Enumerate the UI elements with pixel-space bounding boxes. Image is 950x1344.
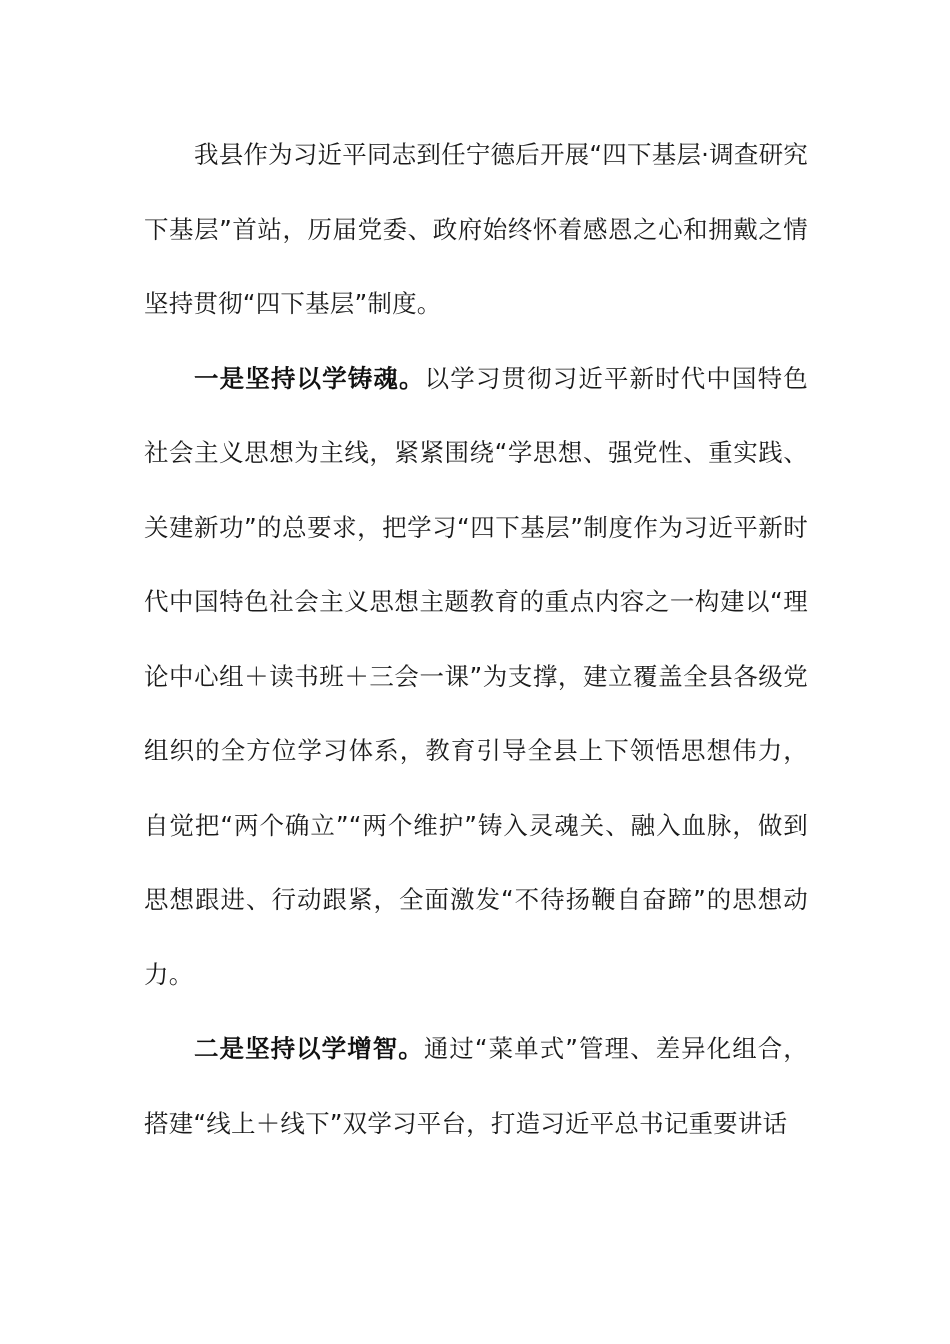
document-body: [144, 118, 808, 1161]
paragraph-intro: [144, 118, 808, 342]
paragraph-point-one-text: 以学习贯彻习近平新时代中国特色社会主义思想为主线，紧紧围绕“学思想、强党性、重实践、关建新功”的总要求，把学习“四下基层”制度作为习近平新时代中国特色社会主义思想主题教育的重点内容之一构建以“理论中心组＋读书班＋三会一课”为支撑，建立覆盖全县各级党组织的全方位学习体系，教育引导全县上下领悟思想伟力，自觉把“两个确立”“两个维护”铸入灵魂关、融入血脉，做到思想跟进、行动跟紧，全面激发“不待扬鞭自奋蹄”的思想动力。: [144, 363, 808, 989]
paragraph-point-two: [144, 1012, 808, 1161]
paragraph-point-one-heading: 一是坚持以学铸魂。: [194, 363, 425, 393]
paragraph-point-one: [144, 342, 808, 1013]
paragraph-point-two-heading: 二是坚持以学增智。: [194, 1034, 424, 1063]
paragraph-intro-text: 我县作为习近平同志到任宁德后开展“四下基层·调查研究下基层”首站，历届党委、政府始终怀着感恩之心和拥戴之情坚持贯彻“四下基层”制度。: [144, 140, 808, 318]
paragraph-point-two-text: 通过“菜单式”管理、差异化组合，搭建“线上＋线下”双学习平台，打造习近平总书记重要讲话: [144, 1034, 808, 1138]
